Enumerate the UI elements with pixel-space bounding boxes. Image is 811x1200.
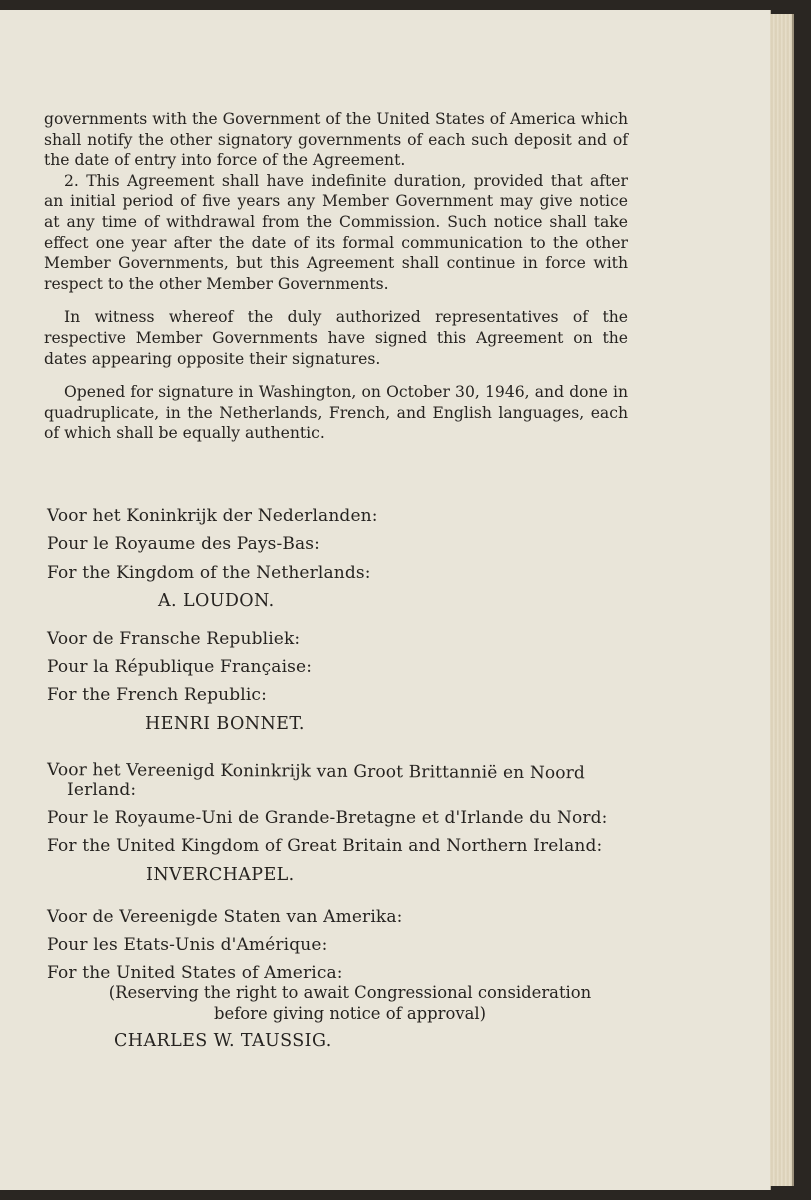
paragraph-in-witness: In witness whereof the duly authorized representatives of the respective Member Governments have signed this Agreement on the dates appearing opposite their signatures. xyxy=(44,308,628,368)
signer-taussig: CHARLES W. TAUSSIG. xyxy=(114,1031,332,1051)
signatory-france-english: For the French Republic: xyxy=(47,685,267,705)
paragraph-deposit-notification: governments with the Government of the United States of America which shall notify the other signatory governments of each such deposit and of the date of entry into force of the Agreement. xyxy=(44,110,628,170)
signatory-us-english: For the United States of America: xyxy=(47,963,343,983)
signatory-netherlands-english: For the Kingdom of the Netherlands: xyxy=(47,563,371,583)
page-stack-edge xyxy=(770,14,794,1186)
signatory-us-french: Pour les Etats-Unis d'Amérique: xyxy=(47,935,328,955)
body-text xyxy=(44,109,628,444)
signer-bonnet: HENRI BONNET. xyxy=(145,714,305,734)
signatory-uk-french: Pour le Royaume-Uni de Grande-Bretagne et d'Irlande du Nord: xyxy=(47,808,608,828)
signatory-netherlands-dutch: Voor het Koninkrijk der Nederlanden: xyxy=(47,506,378,526)
signer-loudon: A. LOUDON. xyxy=(158,591,275,611)
paragraph-duration-withdrawal: 2. This Agreement shall have indefinite duration, provided that after an initial period of five years any Member Government may give notice at any time of withdrawal from the Commission. Such notice shall take effect one year after the date of its formal communication to the other Member Governments, but this Agreement shall continue in force with respect to the other Member Governments. xyxy=(44,171,628,293)
signatory-uk-dutch: Voor het Vereenigd Koninkrijk van Groot Brittannië en Noord xyxy=(46,760,586,784)
reservation-line-1: (Reserving the right to await Congressional consideration xyxy=(108,983,592,1002)
signer-inverchapel: INVERCHAPEL. xyxy=(146,865,295,885)
us-reservation-note xyxy=(70,982,630,1024)
signatory-us-dutch: Voor de Vereenigde Staten van Amerika: xyxy=(47,907,403,927)
signatory-uk-dutch-continued: Ierland: xyxy=(67,780,137,800)
signatory-france-french: Pour la République Française: xyxy=(47,657,313,677)
document-page xyxy=(0,10,771,1190)
signatory-netherlands-french: Pour le Royaume des Pays-Bas: xyxy=(47,534,321,554)
reservation-line-2: before giving notice of approval) xyxy=(214,1004,486,1023)
signatory-france-dutch: Voor de Fransche Republiek: xyxy=(47,629,301,649)
signatory-uk-english: For the United Kingdom of Great Britain and Northern Ireland: xyxy=(47,836,603,856)
paragraph-opened-for-signature: Opened for signature in Washington, on October 30, 1946, and done in quadruplicate, in the Netherlands, French, and English languages, each of which shall be equally authentic. xyxy=(44,383,628,443)
